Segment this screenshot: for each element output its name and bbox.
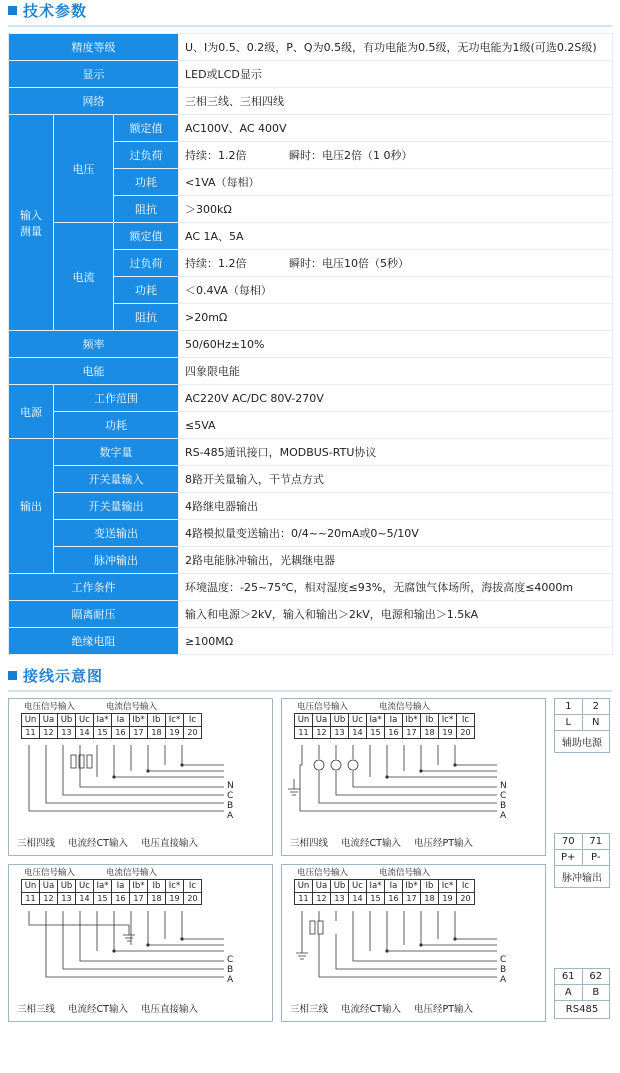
phase-labels: N C B A xyxy=(500,781,507,821)
spec-label: 数字量 xyxy=(54,439,179,466)
table-row xyxy=(9,493,613,520)
spec-value: 8路开关量输入，干节点方式 xyxy=(179,466,613,493)
spec-label: 开关量输入 xyxy=(54,466,179,493)
diagram-column-left xyxy=(8,698,273,1022)
table-row xyxy=(9,223,613,250)
wiring-lines xyxy=(9,699,274,857)
spec-value: ＞300kΩ xyxy=(179,196,613,223)
spec-value xyxy=(179,142,613,169)
current-group-label: 电流 xyxy=(54,223,114,331)
group-label-voltage: 电压信号输入 xyxy=(24,868,76,878)
spec-value: U、I为0.5、0.2级，P、Q为0.5级，有功电能为0.5级，无功电能为1级(可选0.2S级) xyxy=(179,34,613,61)
spec-label: 显示 xyxy=(9,61,179,88)
wiring-diagram-2 xyxy=(281,698,546,856)
spec-value-b: 瞬时：电压2倍（1 0秒） xyxy=(289,149,413,162)
terminal-header-row: Un Ua Ub Uc Ia* Ia Ib* Ib Ic* Ic xyxy=(21,713,202,727)
spec-label: 脉冲输出 xyxy=(54,547,179,574)
table-row xyxy=(9,358,613,385)
square-bullet-icon xyxy=(8,6,17,15)
spec-value: 4路模拟量变送输出：0/4~~20mA或0~5/10V xyxy=(179,520,613,547)
spec-value: 2路电能脉冲输出，光耦继电器 xyxy=(179,547,613,574)
group-label-current: 电流信号输入 xyxy=(379,702,431,712)
spec-label: 绝缘电阻 xyxy=(9,628,179,655)
diagram-column-middle xyxy=(281,698,546,1022)
input-group-label: 输入 测量 xyxy=(9,115,54,331)
spec-label: 隔离耐压 xyxy=(9,601,179,628)
spec-label: 功耗 xyxy=(114,169,179,196)
terminal-header-row: Un Ua Ub Uc Ia* Ia Ib* Ib Ic* Ic xyxy=(294,713,475,727)
spec-value: 环境温度：-25~75℃，相对湿度≤93%，无腐蚀气体场所，海拔高度≤4000m xyxy=(179,574,613,601)
group-label-voltage: 电压信号输入 xyxy=(297,702,349,712)
wiring-section-title: 接线示意图 xyxy=(23,667,104,685)
spec-value: 四象限电能 xyxy=(179,358,613,385)
diagram-caption: 三相三线 电流经CT输入 电压经PT输入 xyxy=(290,1004,474,1015)
side-box-rs485: 61 62 A B RS485 xyxy=(554,968,610,1019)
spec-value: ＜0.4VA（每相） xyxy=(179,277,613,304)
spec-value: >20mΩ xyxy=(179,304,613,331)
table-row xyxy=(9,520,613,547)
spec-value: AC100V、AC 400V xyxy=(179,115,613,142)
spec-label: 工作条件 xyxy=(9,574,179,601)
spec-heading-rule xyxy=(8,25,612,27)
group-label-current: 电流信号输入 xyxy=(379,868,431,878)
wiring-diagram-4 xyxy=(281,864,546,1022)
terminal-number-row: 11 12 13 14 15 16 17 18 19 20 xyxy=(21,893,202,905)
wiring-lines xyxy=(282,699,547,857)
spec-label: 阻抗 xyxy=(114,196,179,223)
output-group-label: 输出 xyxy=(9,439,54,574)
table-row xyxy=(9,439,613,466)
table-row xyxy=(9,385,613,412)
spec-label: 工作范围 xyxy=(54,385,179,412)
spec-label: 开关量输出 xyxy=(54,493,179,520)
table-row xyxy=(9,628,613,655)
spec-value-a: 持续：1.2倍 xyxy=(185,149,247,162)
diagram-caption: 三相三线 电流经CT输入 电压直接输入 xyxy=(17,1004,199,1015)
spec-label: 网络 xyxy=(9,88,179,115)
wiring-diagram-3 xyxy=(8,864,273,1022)
group-label-current: 电流信号输入 xyxy=(106,868,158,878)
wiring-heading-rule xyxy=(8,690,612,692)
spec-value: 4路继电器输出 xyxy=(179,493,613,520)
diagram-caption: 三相四线 电流经CT输入 电压直接输入 xyxy=(17,838,199,849)
square-bullet-icon xyxy=(8,671,17,680)
spec-label: 功耗 xyxy=(114,277,179,304)
wiring-diagrams xyxy=(8,698,612,1022)
spec-label: 精度等级 xyxy=(9,34,179,61)
spec-value: ≥100MΩ xyxy=(179,628,613,655)
spec-label: 额定值 xyxy=(114,223,179,250)
spec-label: 过负荷 xyxy=(114,250,179,277)
group-label-voltage: 电压信号输入 xyxy=(24,702,76,712)
spec-value: RS-485通讯接口，MODBUS-RTU协议 xyxy=(179,439,613,466)
spec-label: 电能 xyxy=(9,358,179,385)
side-box-pulse-output: 70 71 P+ P- 脉冲输出 xyxy=(554,833,610,888)
spacer xyxy=(554,896,610,960)
wiring-lines xyxy=(9,865,274,1023)
wiring-lines xyxy=(282,865,547,1023)
terminal-number-row: 11 12 13 14 15 16 17 18 19 20 xyxy=(21,727,202,739)
wiring-diagram-1 xyxy=(8,698,273,856)
table-row xyxy=(9,547,613,574)
spec-label: 频率 xyxy=(9,331,179,358)
spec-value: <1VA（每相） xyxy=(179,169,613,196)
terminal-number-row: 11 12 13 14 15 16 17 18 19 20 xyxy=(294,893,475,905)
spec-label: 阻抗 xyxy=(114,304,179,331)
power-group-label: 电源 xyxy=(9,385,54,439)
wiring-section-heading xyxy=(0,665,620,690)
spec-label: 变送输出 xyxy=(54,520,179,547)
terminal-header-row: Un Ua Ub Uc Ia* Ia Ib* Ib Ic* Ic xyxy=(21,879,202,893)
table-row xyxy=(9,601,613,628)
spec-label: 额定值 xyxy=(114,115,179,142)
side-box-column xyxy=(554,698,610,1022)
table-row xyxy=(9,61,613,88)
diagram-caption: 三相四线 电流经CT输入 电压经PT输入 xyxy=(290,838,474,849)
spec-value: 50/60Hz±10% xyxy=(179,331,613,358)
spec-table xyxy=(8,33,613,655)
table-row xyxy=(9,466,613,493)
spec-value: 输入和电源＞2kV，输入和输出＞2kV，电源和输出＞1.5kA xyxy=(179,601,613,628)
spec-section-title: 技术参数 xyxy=(23,2,88,20)
terminal-number-row: 11 12 13 14 15 16 17 18 19 20 xyxy=(294,727,475,739)
spec-value: AC 1A、5A xyxy=(179,223,613,250)
spec-value: LED或LCD显示 xyxy=(179,61,613,88)
table-row xyxy=(9,574,613,601)
table-row xyxy=(9,88,613,115)
spec-value: AC220V AC/DC 80V-270V xyxy=(179,385,613,412)
spec-label: 过负荷 xyxy=(114,142,179,169)
spec-value-a: 持续：1.2倍 xyxy=(185,257,247,270)
terminal-header-row: Un Ua Ub Uc Ia* Ia Ib* Ib Ic* Ic xyxy=(294,879,475,893)
phase-labels: N C B A xyxy=(227,781,234,821)
phase-labels: C B A xyxy=(227,955,234,985)
spec-value xyxy=(179,250,613,277)
table-row xyxy=(9,115,613,142)
group-label-voltage: 电压信号输入 xyxy=(297,868,349,878)
group-label-current: 电流信号输入 xyxy=(106,702,158,712)
spacer xyxy=(554,761,610,825)
table-row xyxy=(9,412,613,439)
spec-label: 功耗 xyxy=(54,412,179,439)
voltage-group-label: 电压 xyxy=(54,115,114,223)
phase-labels: C B A xyxy=(500,955,507,985)
spec-value: ≤5VA xyxy=(179,412,613,439)
spec-section-heading xyxy=(0,0,620,25)
side-box-aux-power: 1 2 L N 辅助电源 xyxy=(554,698,610,753)
table-row xyxy=(9,331,613,358)
table-row xyxy=(9,34,613,61)
spec-value-b: 瞬时：电压10倍（5秒） xyxy=(289,257,409,270)
spec-value: 三相三线、三相四线 xyxy=(179,88,613,115)
